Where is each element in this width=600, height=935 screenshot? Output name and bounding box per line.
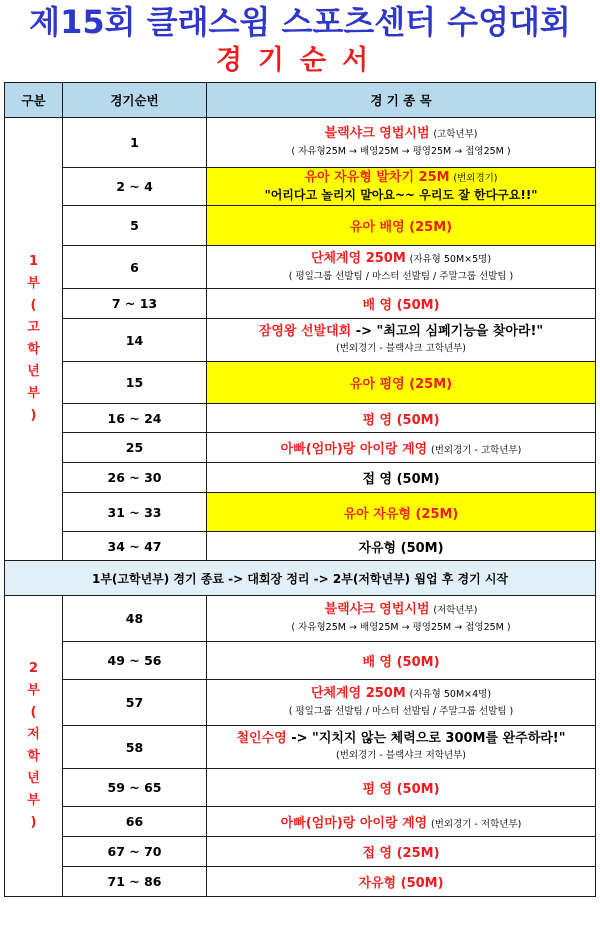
table-row [5, 206, 596, 246]
event-order: 15 [63, 362, 207, 404]
event-order: 34 ~ 47 [63, 532, 207, 561]
event-order: 1 [63, 118, 207, 168]
event-order: 48 [63, 596, 207, 642]
event-order: 26 ~ 30 [63, 463, 207, 493]
event-cell: 자유형 (50M) [207, 867, 596, 897]
event-cell: 접 영 (25M) [207, 837, 596, 867]
table-row [5, 867, 596, 897]
event-cell: 유아 평영 (25M) [207, 362, 596, 404]
event-order: 14 [63, 319, 207, 362]
event-cell: 유아 배영 (25M) [207, 206, 596, 246]
event-cell: 블랙샤크 영법시범 (저학년부) ( 자유형25M → 배영25M → 평영25M → 접영25M ) [207, 596, 596, 642]
event-cell: 유아 자유형 (25M) [207, 493, 596, 532]
event-order: 71 ~ 86 [63, 867, 207, 897]
event-order: 25 [63, 433, 207, 463]
table-row [5, 433, 596, 463]
divider-row [5, 561, 596, 596]
event-order: 58 [63, 726, 207, 769]
table-row [5, 319, 596, 362]
table-row [5, 404, 596, 433]
table-row [5, 769, 596, 807]
event-cell: 배 영 (50M) [207, 642, 596, 680]
event-order: 67 ~ 70 [63, 837, 207, 867]
divider-text: 1부(고학년부) 경기 종료 -> 대회장 정리 -> 2부(저학년부) 웜업 후 경기 시작 [5, 561, 596, 596]
event-order: 6 [63, 246, 207, 289]
event-cell: 자유형 (50M) [207, 532, 596, 561]
table-row [5, 807, 596, 837]
table-row [5, 168, 596, 206]
page-title: 제15회 클래스윔 스포츠센터 수영대회 [29, 3, 571, 41]
page-subtitle: 경기순서 [215, 45, 385, 76]
table-row [5, 493, 596, 532]
event-cell: 단체계영 250M (자유형 50M×5명) ( 평일그룹 선발팀 / 마스터 선발팀 / 주말그룹 선발팀 ) [207, 246, 596, 289]
event-order: 5 [63, 206, 207, 246]
event-order: 16 ~ 24 [63, 404, 207, 433]
event-cell: 아빠(엄마)랑 아이랑 계영 (번외경기 - 저학년부) [207, 807, 596, 837]
event-order: 7 ~ 13 [63, 289, 207, 319]
table-row [5, 246, 596, 289]
event-order: 59 ~ 65 [63, 769, 207, 807]
event-cell: 블랙샤크 영법시범 (고학년부) ( 자유형25M → 배영25M → 평영25M → 접영25M ) [207, 118, 596, 168]
header-part: 구분 [5, 83, 63, 118]
table-row [5, 118, 596, 168]
table-row [5, 726, 596, 769]
part1-label: 1 부 ( 고 학 년 부 ) [5, 118, 63, 561]
event-cell: 접 영 (50M) [207, 463, 596, 493]
schedule-table [4, 82, 596, 897]
table-row [5, 289, 596, 319]
event-cell: 잠영왕 선발대회 -> "최고의 심폐기능을 찾아라!" (번외경기 - 블랙샤크 고학년부) [207, 319, 596, 362]
event-cell: 평 영 (50M) [207, 769, 596, 807]
event-cell: 유아 자유형 발차기 25M (번외경기) "어리다고 놀리지 말아요~~ 우리도 잘 한다구요!!" [207, 168, 596, 206]
table-row [5, 596, 596, 642]
table-row [5, 463, 596, 493]
header-event: 경 기 종 목 [207, 83, 596, 118]
event-cell: 철인수영 -> "지치지 않는 체력으로 300M를 완주하라!" (번외경기 - 블랙샤크 저학년부) [207, 726, 596, 769]
table-row [5, 680, 596, 726]
table-row [5, 362, 596, 404]
event-order: 49 ~ 56 [63, 642, 207, 680]
event-cell: 배 영 (50M) [207, 289, 596, 319]
event-order: 2 ~ 4 [63, 168, 207, 206]
table-row [5, 837, 596, 867]
event-cell: 단체계영 250M (자유형 50M×4명) ( 평일그룹 선발팀 / 마스터 선발팀 / 주말그룹 선발팀 ) [207, 680, 596, 726]
event-cell: 아빠(엄마)랑 아이랑 계영 (번외경기 - 고학년부) [207, 433, 596, 463]
table-row [5, 642, 596, 680]
header-order: 경기순번 [63, 83, 207, 118]
event-order: 66 [63, 807, 207, 837]
event-order: 57 [63, 680, 207, 726]
event-order: 31 ~ 33 [63, 493, 207, 532]
event-cell: 평 영 (50M) [207, 404, 596, 433]
part2-label: 2 부 ( 저 학 년 부 ) [5, 596, 63, 897]
table-row [5, 532, 596, 561]
table-header-row [5, 83, 596, 118]
